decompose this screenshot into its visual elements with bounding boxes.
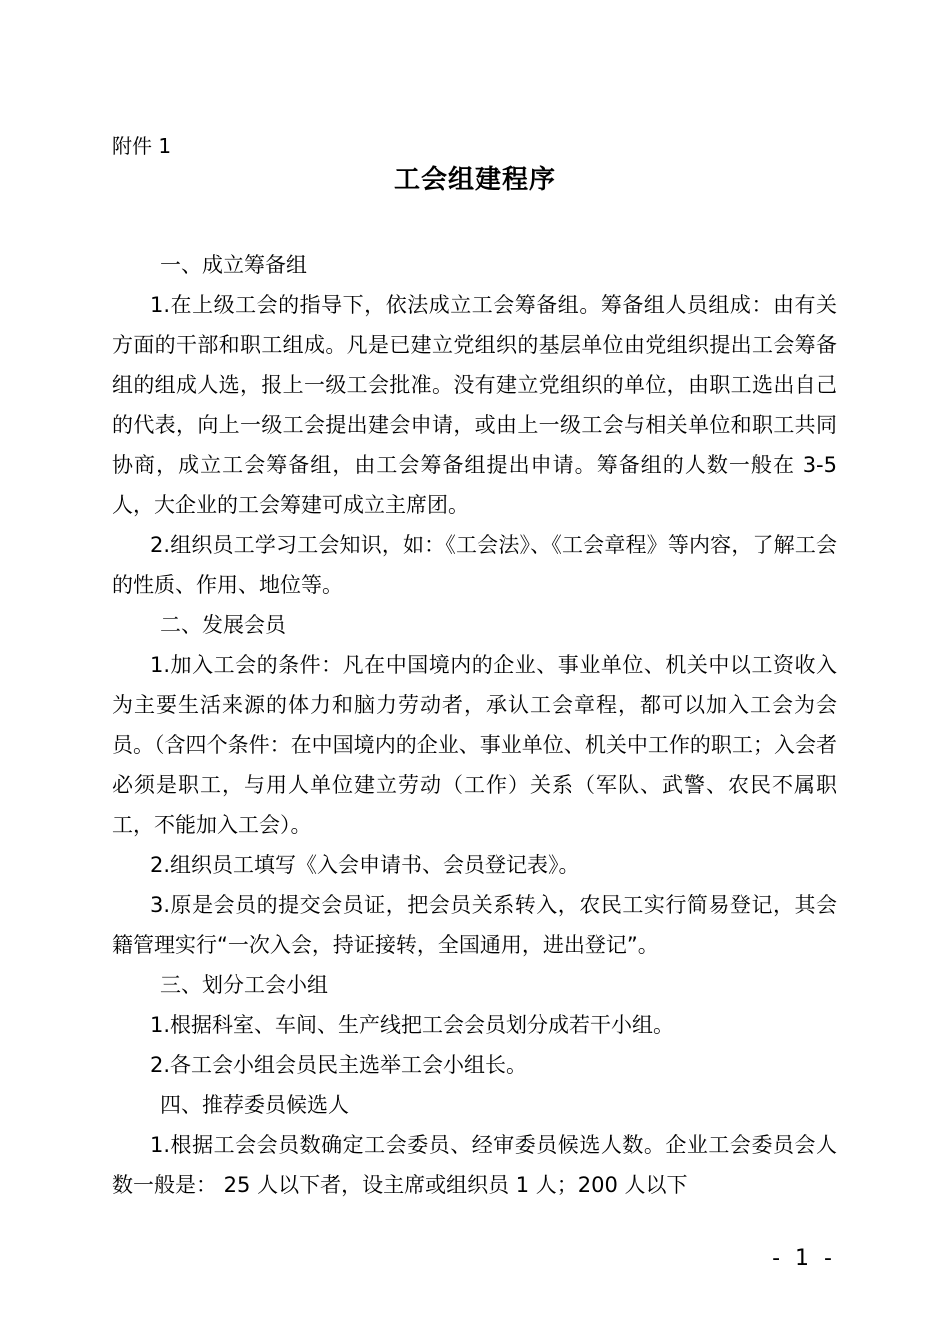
document-title: 工会组建程序 [393,165,556,195]
attachment-label: 附件 1 [112,134,172,158]
paragraph: 3.原是会员的提交会员证，把会员关系转入，农民工实行简易登记，其会籍管理实行“一次入会，持证接转，全国通用，进出登记”。 [112,893,837,957]
document-body [112,245,837,1205]
paragraph: 2.各工会小组会员民主选举工会小组长。 [150,1053,528,1077]
section-2 [112,605,837,965]
paragraph: 1.根据工会会员数确定工会委员、经审委员候选人数。企业工会委员会人数一般是： 25 人以下者，设主席或组织员 1 人；200 人以下 [112,1133,837,1197]
section-4 [112,1085,837,1205]
page-number: - 1 - [772,1246,836,1271]
paragraph: 1.根据科室、车间、生产线把工会会员划分成若干小组。 [150,1013,675,1037]
paragraph: 2.组织员工填写《入会申请书、会员登记表》。 [150,853,580,877]
paragraph: 1.在上级工会的指导下，依法成立工会筹备组。筹备组人员组成：由有关方面的干部和职工组成。凡是已建立党组织的基层单位由党组织提出工会筹备组的组成人选，报上一级工会批准。没有建立党组织的单位，由职工选出自己的代表，向上一级工会提出建会申请，或由上一级工会与相关单位和职工共同协商，成立工会筹备组，由工会筹备组提出申请。筹备组的人数一般在 3-5 人，大企业的工会筹建可成立主席团。 [112,293,837,517]
paragraph: 1.加入工会的条件：凡在中国境内的企业、事业单位、机关中以工资收入为主要生活来源的体力和脑力劳动者，承认工会章程，都可以加入工会为会员。（含四个条件：在中国境内的企业、事业单位、机关中工作的职工；入会者必须是职工，与用人单位建立劳动（工作）关系（军队、武警、农民不属职工，不能加入工会）。 [112,653,837,837]
section-heading: 二、发展会员 [160,613,286,637]
section-heading: 一、成立筹备组 [160,253,307,277]
section-3 [112,965,837,1085]
section-heading: 四、推荐委员候选人 [160,1093,349,1117]
paragraph: 2.组织员工学习工会知识，如：《工会法》、《工会章程》等内容，了解工会的性质、作用、地位等。 [112,533,837,597]
section-heading: 三、划分工会小组 [160,973,328,997]
section-1 [112,245,837,605]
